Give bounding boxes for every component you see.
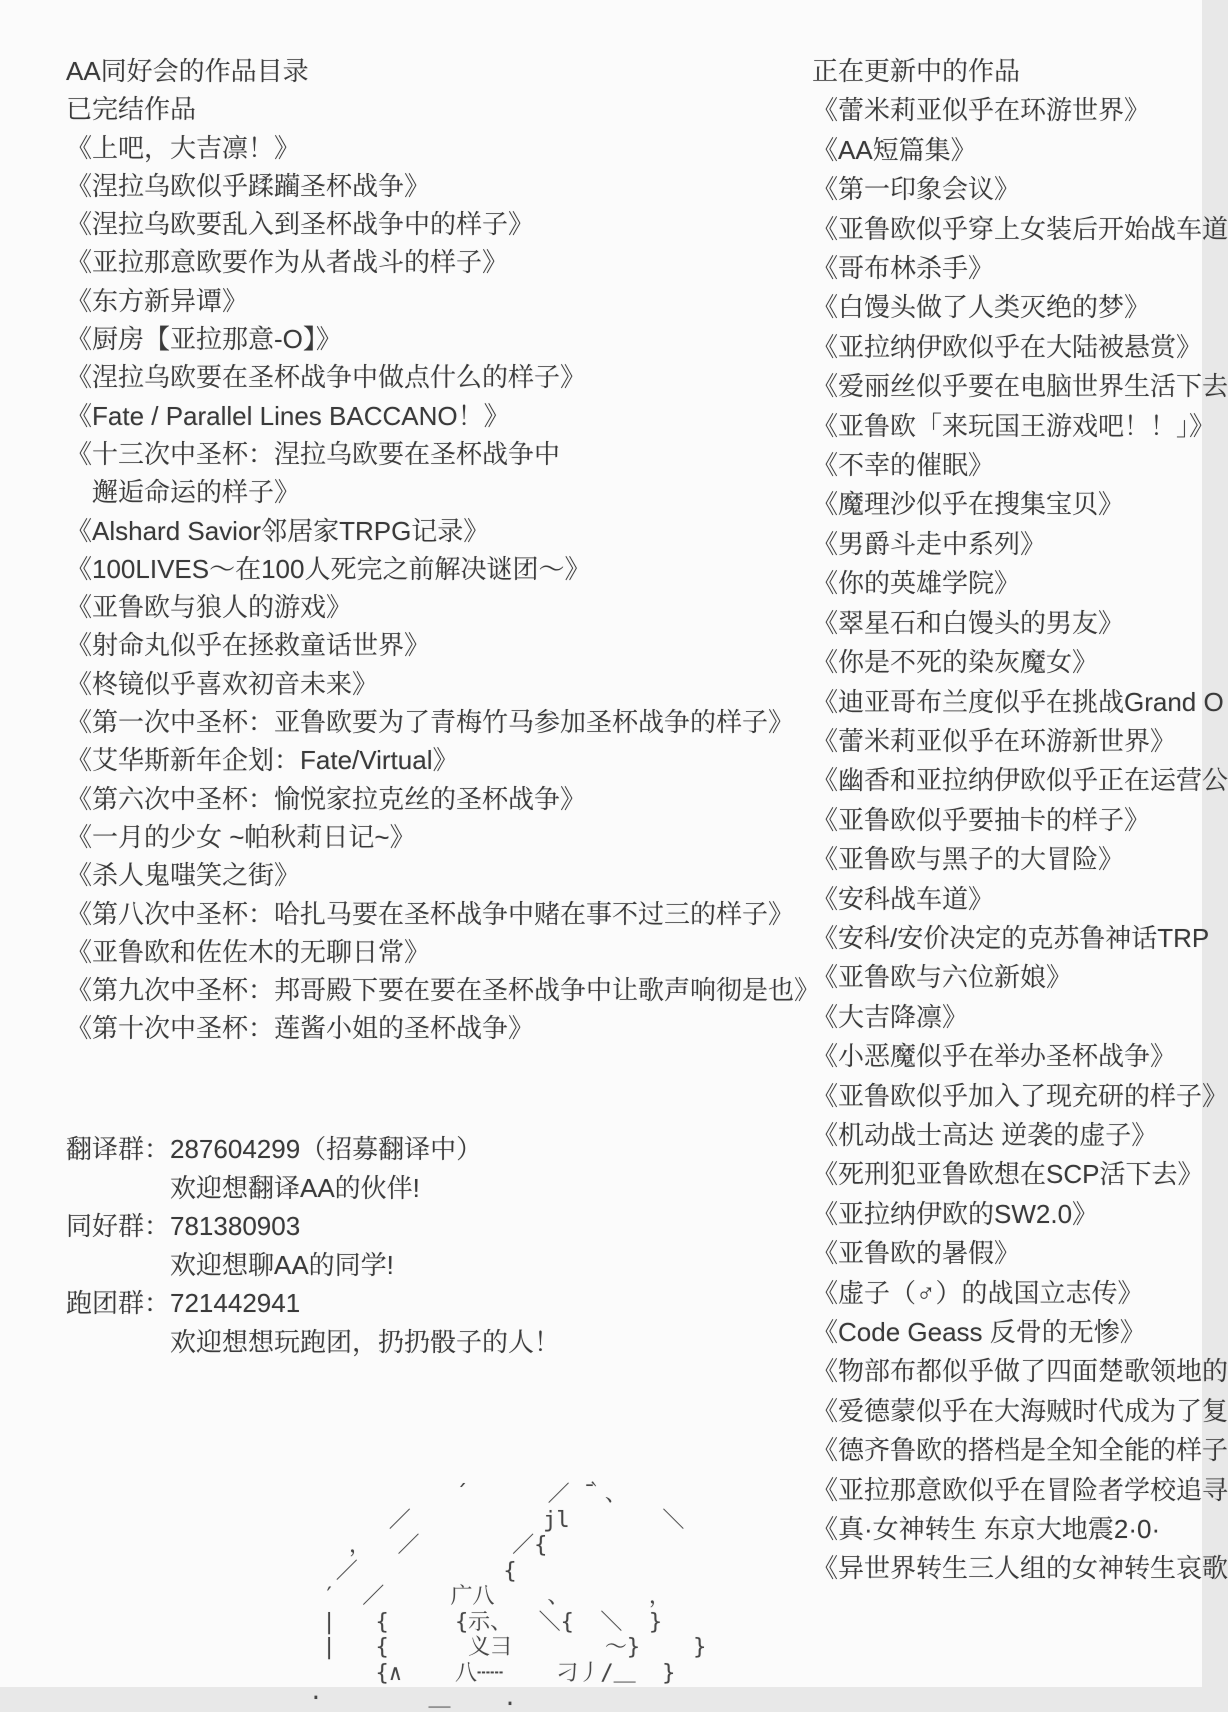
contact-group-welcome: 欢迎想想玩跑团，扔扔骰子的人！: [170, 1326, 561, 1357]
contact-groups-list: [66, 1130, 560, 1361]
work-title: 《艾华斯新年企划：Fate/Virtual》: [66, 745, 459, 776]
work-title: 《男爵斗走中系列》: [812, 528, 1047, 559]
completed-works-column: [66, 52, 820, 1048]
ongoing-works-list: [812, 91, 1228, 1588]
work-title: 《亚拉那意欧似乎在冒险者学校追寻: [812, 1474, 1228, 1505]
work-title: 《蕾米莉亚似乎在环游世界》: [812, 95, 1151, 126]
completed-works-section-label: 已完结作品: [66, 94, 197, 125]
ascii-art-line: ´ ／ ̄｀、: [296, 1482, 627, 1507]
ongoing-works-section-label: 正在更新中的作品: [812, 56, 1021, 86]
work-title: 《亚鲁欧「来玩国王游戏吧！！」》: [812, 410, 1216, 441]
work-title: 《亚鲁欧与黑子的大冒险》: [812, 844, 1125, 875]
work-title: 《亚鲁欧与六位新娘》: [812, 962, 1073, 993]
work-title: 《小恶魔似乎在举办圣杯战争》: [812, 1041, 1177, 1072]
work-title: 《亚鲁欧似乎要抽卡的样子》: [812, 804, 1151, 835]
contact-group-number: 781380903: [170, 1211, 301, 1241]
work-title: 《你的英雄学院》: [812, 568, 1021, 599]
catalog-title: AA同好会的作品目录: [66, 56, 309, 86]
ascii-art-line: | { 义彐 ～} }: [296, 1635, 707, 1660]
work-title: 《爱丽丝似乎要在电脑世界生活下去: [812, 371, 1228, 402]
ascii-art-line: ／ {: [296, 1558, 517, 1584]
completed-works-list: [66, 129, 820, 1048]
work-title: 《白馒头做了人类灭绝的梦》: [812, 292, 1151, 323]
work-title: 《第十次中圣杯：莲酱小姐的圣杯战争》: [66, 1013, 535, 1044]
work-title: 《亚鲁欧与狼人的游戏》: [66, 592, 353, 623]
work-title: 《涅拉乌欧要乱入到圣杯战争中的样子》: [66, 209, 535, 240]
work-title: 《第一次中圣杯：亚鲁欧要为了青梅竹马参加圣杯战争的样子》: [66, 707, 795, 738]
contact-group-suffix: （招募翻译中）: [300, 1134, 483, 1164]
ascii-art-lines: [296, 1482, 706, 1712]
work-title: 《杀人鬼嗤笑之街》: [66, 860, 301, 891]
ascii-art-line: ／ jl ＼: [296, 1507, 685, 1533]
work-title: 《厨房【亚拉那意-O】》: [66, 324, 342, 355]
contact-group-welcome: 欢迎想聊AA的同学!: [170, 1249, 394, 1280]
work-title: 《AA短篇集》: [812, 134, 977, 165]
work-title: 《涅拉乌欧要在圣杯战争中做点什么的样子》: [66, 362, 587, 393]
work-title: 《射命丸似乎在拯救童话世界》: [66, 630, 431, 661]
contact-group-line: [66, 1284, 560, 1323]
work-title: 《亚鲁欧的暑假》: [812, 1238, 1021, 1269]
ascii-art-line: | { {示、 ＼{ ＼ }: [296, 1609, 663, 1635]
work-title: 《真·女神转生 东京大地震2·0·: [812, 1514, 1161, 1545]
work-title: 《涅拉乌欧似乎蹂躏圣杯战争》: [66, 170, 431, 201]
work-title: 《柊镜似乎喜欢初音未来》: [66, 668, 379, 699]
contact-groups-block: [66, 1130, 560, 1361]
work-title: 《大吉降凛》: [812, 1001, 969, 1032]
work-title: 《死刑犯亚鲁欧想在SCP活下去》: [812, 1159, 1204, 1190]
work-title: 《安科/安价决定的克苏鲁神话TRP: [812, 922, 1210, 953]
contact-group-label: 跑团群：: [66, 1288, 171, 1318]
work-title: 《物部布都似乎做了四面楚歌领地的: [812, 1356, 1228, 1387]
work-title: 《迪亚哥布兰度似乎在挑战Grand O: [812, 686, 1224, 717]
work-title: 《哥布林杀手》: [812, 253, 995, 284]
work-title: 《亚拉纳伊欧似乎在大陆被悬赏》: [812, 331, 1203, 362]
work-title: 《虚子（♂）的战国立志传》: [812, 1277, 1144, 1308]
contact-group-number: 287604299: [170, 1134, 301, 1164]
work-title: 《Fate / Parallel Lines BACCANO！》: [66, 400, 510, 431]
ascii-art-line: ′ ／ 广八 、 ，: [296, 1584, 671, 1609]
ascii-art-line: ， ／ ／{: [296, 1533, 548, 1558]
work-title: 《第六次中圣杯：愉悦家拉克丝的圣杯战争》: [66, 783, 587, 814]
contact-group-line: [66, 1207, 560, 1246]
contact-group-welcome: 欢迎想翻译AA的伙伴!: [170, 1172, 420, 1203]
work-title: 邂逅命运的样子》: [66, 477, 301, 508]
work-title: 《机动战士高达 逆袭的虚子》: [812, 1119, 1158, 1150]
contact-group-label: 翻译群：: [66, 1134, 171, 1164]
work-title: 《蕾米莉亚似乎在环游新世界》: [812, 725, 1177, 756]
work-title: 《Code Geass 反骨的无惨》: [812, 1317, 1146, 1347]
contact-group-line: [66, 1130, 560, 1169]
work-title: 《德齐鲁欧的搭档是全知全能的样子: [812, 1435, 1228, 1466]
work-title: 《幽香和亚拉纳伊欧似乎正在运营公: [812, 765, 1228, 796]
work-title: 《不幸的催眠》: [812, 450, 995, 481]
contact-group-label: 同好群：: [66, 1211, 171, 1241]
ascii-art-drawing: [296, 1482, 706, 1712]
work-title: 《亚拉纳伊欧的SW2.0》: [812, 1198, 1099, 1229]
work-title: 《安科战车道》: [812, 883, 995, 914]
work-title: 《异世界转生三人组的女神转生哀歌: [812, 1553, 1228, 1584]
ongoing-works-column: [812, 52, 1228, 1589]
work-title: 《翠星石和白馒头的男友》: [812, 607, 1125, 638]
ascii-art-line: · ＿ .: [296, 1686, 517, 1711]
work-title: 《十三次中圣杯：涅拉乌欧要在圣杯战争中: [66, 438, 561, 469]
work-title: 《魔理沙似乎在搜集宝贝》: [812, 489, 1125, 520]
work-title: 《东方新异谭》: [66, 285, 249, 316]
work-title: 《100LIVES～在100人死完之前解决谜团～》: [66, 553, 591, 584]
ascii-art-line: {∧ 八┄┄ 刁丿/＿ }: [296, 1660, 676, 1686]
work-title: 《亚鲁欧和佐佐木的无聊日常》: [66, 936, 431, 967]
work-title: 《上吧，大吉凛！》: [66, 132, 301, 163]
work-title: 《第八次中圣杯：哈扎马要在圣杯战争中赌在事不过三的样子》: [66, 898, 795, 929]
work-title: 《一月的少女 ~帕秋莉日记~》: [66, 821, 416, 852]
work-title: 《亚鲁欧似乎穿上女装后开始战车道: [812, 213, 1228, 244]
work-title: 《亚拉那意欧要作为从者战斗的样子》: [66, 247, 509, 278]
work-title: 《第一印象会议》: [812, 174, 1021, 205]
contact-group-number: 721442941: [170, 1288, 301, 1318]
work-title: 《爱德蒙似乎在大海贼时代成为了复: [812, 1395, 1228, 1426]
work-title: 《Alshard Savior邻居家TRPG记录》: [66, 515, 490, 546]
work-title: 《第九次中圣杯：邦哥殿下要在要在圣杯战争中让歌声响彻是也》: [66, 975, 821, 1006]
work-title: 《亚鲁欧似乎加入了现充研的样子》: [812, 1080, 1228, 1111]
work-title: 《你是不死的染灰魔女》: [812, 647, 1099, 678]
